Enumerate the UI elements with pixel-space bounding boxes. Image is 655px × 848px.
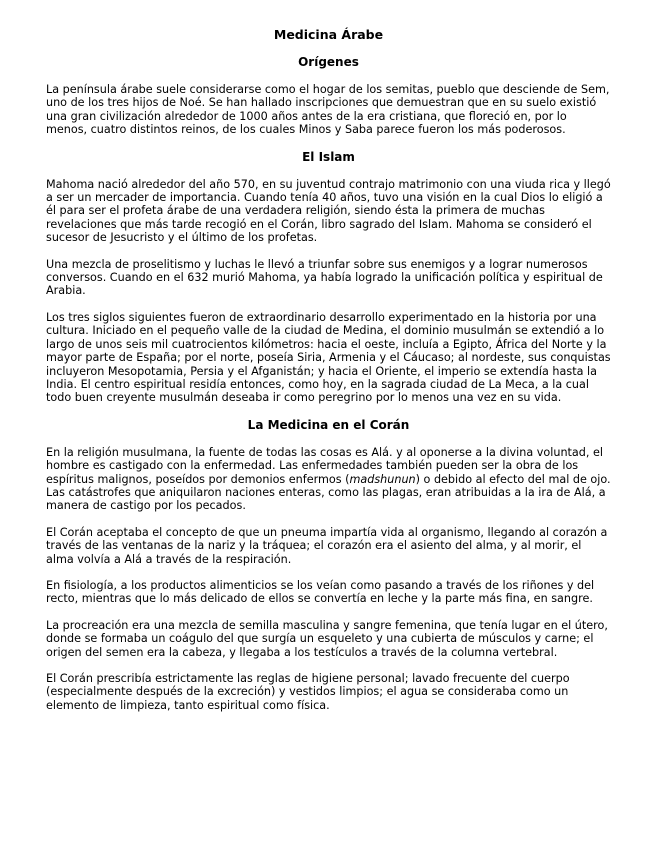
paragraph: La península árabe suele considerarse como el hogar de los semitas, pueblo que desciende de Sem, uno de los tres hijos de Noé. Se han hallado inscripciones que demuestran que en su suelo existió una gran civilización alrededor de 1000 años antes de la era cristiana, que floreció en, por lo menos, cuatro distintos reinos, de los cuales Minos y Saba parece fueron los más poderosos. [46,83,610,137]
section-el-islam [46,150,611,405]
paragraph: El Corán prescribía estrictamente las reglas de higiene personal; lavado frecuente del cuerpo (especialmente después de la excreción) y vestidos limpios; el agua se consideraba como un elemento de limpieza, tanto espiritual como física. [46,672,570,712]
section-origenes [46,55,611,137]
paragraph [46,446,611,513]
document-title: Medicina Árabe [273,27,384,42]
paragraph: En fisiología, a los productos alimenticios se los veían como pasando a través de los riñones y del recto, mientras que lo más delicado de ellos se convertía en leche y la parte más fina, en sangre. [46,578,595,606]
paragraph: Una mezcla de proselitismo y luchas le llevó a triunfar sobre sus enemigos y a lograr numerosos conversos. Cuando en el 632 murió Mahoma, ya había logrado la unificación política y espiritual de Arabia. [46,257,603,298]
paragraph-text: En la religión musulmana, la fuente de todas las cosas es Alá. y al oponerse a la divina voluntad, el hombre es castigado con la enfermedad. Las enfermedades también pueden ser la obra de los espíritus malignos, poseídos por demonios enfermos ( [46,445,603,486]
italic-term: madshunun [349,472,416,486]
paragraph: El Corán aceptaba el concepto de que un pneuma impartía vida al organismo, llegando al corazón a través de las ventanas de la nariz y la tráquea; el corazón era el asiento del alma, y al morir, el alma volvía a Alá a través de la respiración. [46,525,608,566]
paragraph-text: ) o debido al efecto del mal de ojo. Las catástrofes que aniquilaron naciones enteras, como las plagas, eran atribuidas a la ira de Alá, a manera de castigo por los pecados. [46,472,611,513]
section-heading-origenes: Orígenes [298,55,359,69]
section-heading-medicina-coran: La Medicina en el Corán [247,417,410,432]
paragraph: Los tres siglos siguientes fueron de extraordinario desarrollo experimentado en la historia por una cultura. Iniciado en el pequeño valle de la ciudad de Medina, el dominio musulmán se extendió a lo largo de unos seis mil cuatrocientos kilómetros: hacia el oeste, incluía a Egipto, África del Norte y la mayor parte de España; por el norte, poseía Siria, Armenia y el Cáucaso; al nordeste, sus conquistas incluyeron Mesopotamia, Persia y el Afganistán; y hacia el Oriente, el imperio se extendía hasta la India. El centro espiritual residía entonces, como hoy, en la sagrada ciudad de La Meca, a la cual todo buen creyente musulmán deseaba ir como peregrino por lo menos una vez en su vida. [46,310,611,405]
section-medicina-coran [46,418,611,713]
paragraph: Mahoma nació alrededor del año 570, en su juventud contrajo matrimonio con una viuda rica y llegó a ser un mercader de importancia. Cuando tenía 40 años, tuvo una visión en la cual Dios lo eligió a él para ser el profeta árabe de una verdadera religión, siendo ésta la primera de muchas revelaciones que más tarde recogió en el Corán, libro sagrado del Islam. Mahoma se consideró el sucesor de Jesucristo y el último de los profetas. [46,177,611,245]
section-heading-el-islam: El Islam [302,149,355,164]
paragraph: La procreación era una mezcla de semilla masculina y sangre femenina, que tenía lugar en el útero, donde se formaba un coágulo del que surgía un esqueleto y una cubierta de músculos y carne; el origen del semen era la cabeza, y llegaba a los testículos a través de la columna vertebral. [46,618,608,659]
